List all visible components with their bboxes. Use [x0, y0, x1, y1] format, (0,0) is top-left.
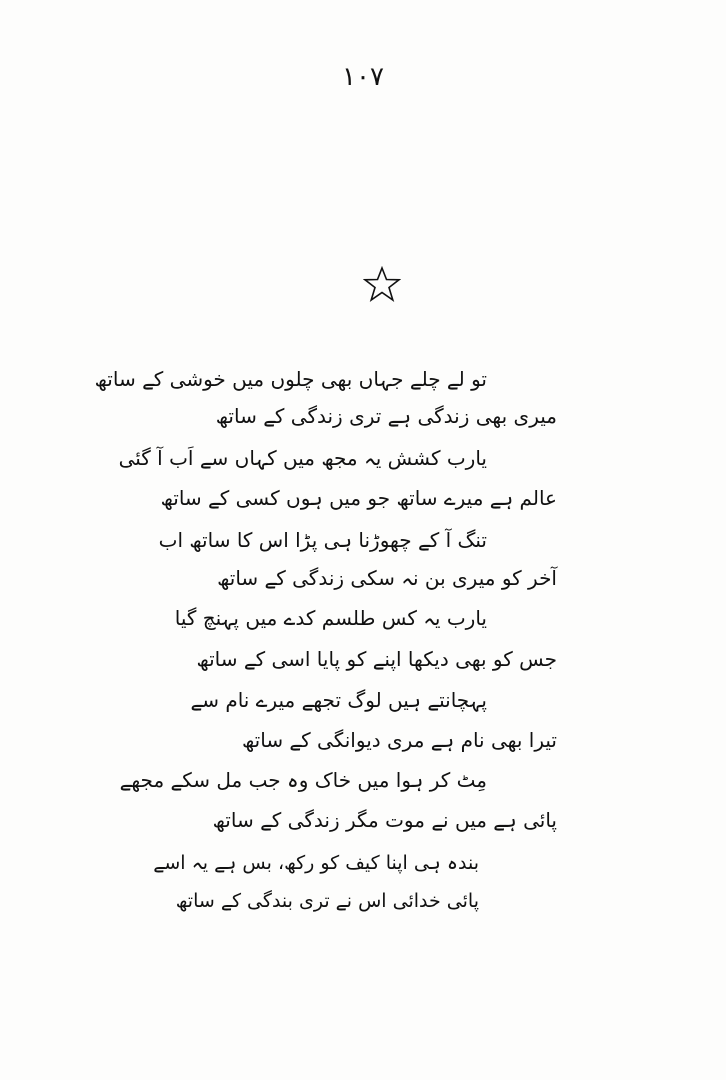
poem-line-2: میری بھی زندگی ہے تری زندگی کے ساتھ — [215, 404, 557, 428]
star-icon — [363, 266, 401, 302]
poem-line-10: تیرا بھی نام ہے مری دیوانگی کے ساتھ — [242, 728, 557, 752]
poem-line-14: پائی خدائی اس نے تری بندگی کے ساتھ — [175, 890, 479, 912]
poem-line-4: عالم ہے میرے ساتھ جو میں ہوں کسی کے ساتھ — [160, 486, 557, 510]
poem-line-12: پائی ہے میں نے موت مگر زندگی کے ساتھ — [212, 808, 557, 832]
poem-line-9: پہچانتے ہیں لوگ تجھے میرے نام سے — [190, 688, 487, 712]
page-number: ۱۰۷ — [342, 62, 384, 92]
poem-line-1: تو لے چلے جہاں بھی چلوں میں خوشی کے ساتھ — [94, 367, 487, 391]
poem-line-11: مِٹ کر ہوا میں خاک وہ جب مل سکے مجھے — [119, 768, 487, 792]
poem-line-6: آخر کو میری بن نہ سکی زندگی کے ساتھ — [217, 566, 557, 590]
poem-line-5: تنگ آ کے چھوڑنا ہی پڑا اس کا ساتھ اب — [158, 528, 487, 552]
poem-line-7: یارب یہ کس طلسم کدے میں پہنچ گیا — [174, 606, 487, 630]
poem-line-8: جس کو بھی دیکھا اپنے کو پایا اسی کے ساتھ — [196, 647, 557, 671]
poem-line-3: یارب کشش یہ مجھ میں کہاں سے اَب آ گئی — [118, 446, 487, 470]
poem-line-13: بندہ ہی اپنا کیف کو رکھ، بس ہے یہ اسے — [153, 852, 479, 874]
